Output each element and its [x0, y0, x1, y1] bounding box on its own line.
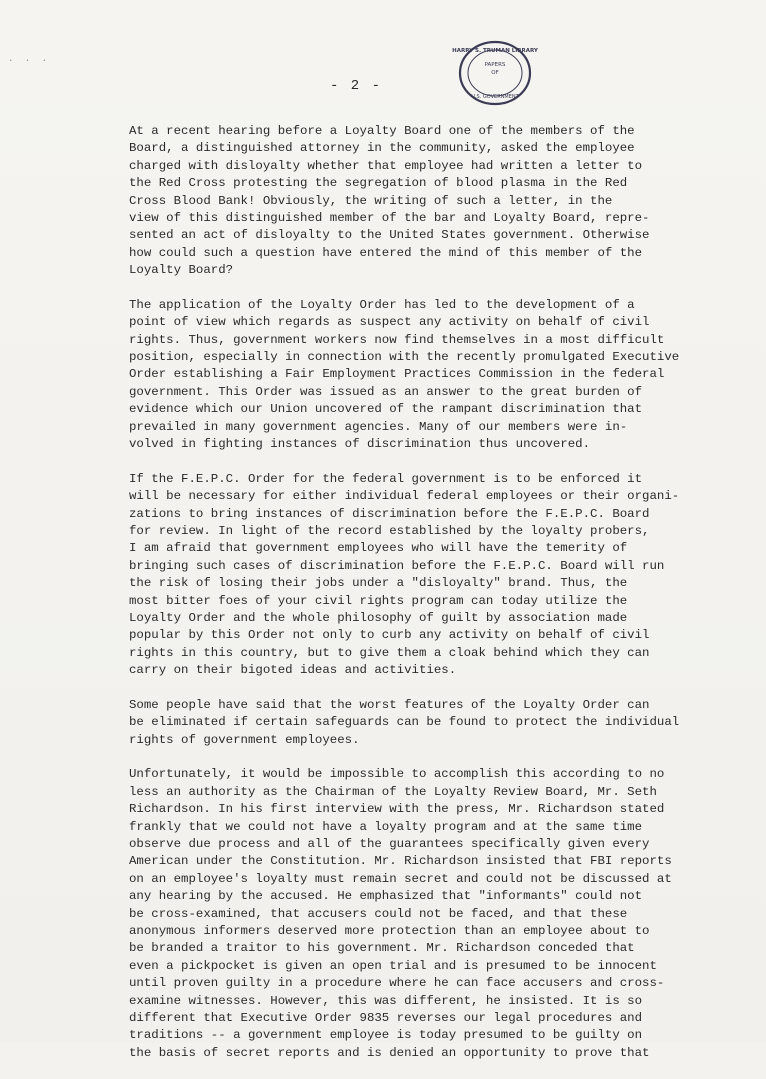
archive-stamp-seal [452, 40, 538, 106]
text-line: carry on their bigoted ideas and activities. [129, 663, 457, 678]
text-line: At a recent hearing before a Loyalty Board one of the members of the [129, 124, 635, 138]
text-line: the risk of losing their jobs under a "disloyalty" brand. Thus, the [129, 576, 628, 591]
text-line: Unfortunately, it would be impossible to accomplish this according to no [129, 767, 665, 782]
text-line: rights in this country, but to give them a cloak behind which they can [129, 645, 650, 660]
text-line: how could such a question have entered the mind of this member of the [129, 245, 643, 260]
text-line: anonymous informers deserved more protection than an employee about to [129, 923, 650, 938]
text-line: The application of the Loyalty Order has led to the development of a [129, 297, 635, 312]
text-line: government. This Order was issued as an answer to the great burden of [129, 384, 643, 399]
text-line: American under the Constitution. Mr. Richardson insisted that FBI reports [129, 854, 672, 869]
text-line: I am afraid that government employees who will have the temerity of [129, 541, 628, 556]
text-line: prevailed in many government agencies. Many of our members were in- [129, 419, 628, 434]
text-line: rights of government employees. [129, 732, 360, 747]
text-line: frankly that we could not have a loyalty program and at the same time [129, 819, 643, 834]
text-line: for review. In light of the record established by the loyalty probers, [129, 523, 650, 538]
text-line: will be necessary for either individual federal employees or their organi- [129, 489, 680, 504]
text-line: bringing such cases of discrimination before the F.E.P.C. Board will run [129, 558, 665, 573]
text-line: the Red Cross protesting the segregation of blood plasma in the Red [129, 176, 628, 191]
text-line: Cross Blood Bank! Obviously, the writing of such a letter, in the [129, 193, 613, 208]
svg-text:OF: OF [491, 70, 499, 76]
text-line: be eliminated if certain safeguards can be found to protect the individual [129, 715, 680, 730]
svg-text:U.S. GOVERNMENT: U.S. GOVERNMENT [471, 94, 519, 100]
text-line: If the F.E.P.C. Order for the federal government is to be enforced it [129, 471, 643, 486]
text-line: any hearing by the accused. He emphasized that "informants" could not [129, 889, 643, 904]
paragraph-5 [129, 766, 709, 1062]
text-line: traditions -- a government employee is today presumed to be guilty on [129, 1028, 643, 1043]
stray-marks: · · · [8, 56, 51, 66]
letter-body [129, 123, 709, 1079]
text-line: evidence which our Union uncovered of the rampant discrimination that [129, 402, 643, 417]
paragraph-2 [129, 297, 709, 454]
text-line: Board, a distinguished attorney in the community, asked the employee [129, 141, 635, 156]
text-line: charged with disloyalty whether that employee had written a letter to [129, 158, 643, 173]
text-line: be cross-examined, that accusers could not be faced, and that these [129, 906, 628, 921]
text-line: the basis of secret reports and is denied an opportunity to prove that [129, 1045, 650, 1060]
text-line: Richardson. In his first interview with the press, Mr. Richardson stated [129, 802, 665, 817]
text-line: view of this distinguished member of the bar and Loyalty Board, repre- [129, 210, 650, 225]
text-line: most bitter foes of your civil rights program can today utilize the [129, 593, 628, 608]
text-line: Some people have said that the worst features of the Loyalty Order can [129, 697, 650, 712]
text-line: rights. Thus, government workers now find themselves in a most difficult [129, 332, 665, 347]
paragraph-4 [129, 697, 709, 749]
text-line: sented an act of disloyalty to the United States government. Otherwise [129, 228, 650, 243]
text-line: popular by this Order not only to curb any activity on behalf of civil [129, 628, 650, 643]
text-line: be branded a traitor to his government. Mr. Richardson conceded that [129, 941, 635, 956]
text-line: on an employee's loyalty must remain secret and could not be discussed at [129, 871, 672, 886]
text-line: even a pickpocket is given an open trial and is presumed to be innocent [129, 958, 657, 973]
text-line: point of view which regards as suspect any activity on behalf of civil [129, 315, 650, 330]
paragraph-1 [129, 123, 709, 280]
text-line: volved in fighting instances of discrimination thus uncovered. [129, 437, 591, 452]
text-line: Loyalty Board? [129, 263, 234, 278]
text-line: observe due process and all of the guarantees specifically given every [129, 837, 650, 852]
text-line: zations to bring instances of discrimination before the F.E.P.C. Board [129, 506, 650, 521]
archive-stamp [452, 40, 538, 106]
paragraph-3 [129, 471, 709, 680]
text-line: until proven guilty in a procedure where he can face accusers and cross- [129, 976, 665, 991]
text-line: different that Executive Order 9835 reverses our legal procedures and [129, 1010, 643, 1025]
text-line: less an authority as the Chairman of the Loyalty Review Board, Mr. Seth [129, 784, 657, 799]
page-number: - 2 - [330, 78, 383, 94]
text-line: examine witnesses. However, this was different, he insisted. It is so [129, 993, 643, 1008]
text-line: Loyalty Order and the whole philosophy of guilt by association made [129, 610, 628, 625]
svg-text:PAPERS: PAPERS [484, 62, 506, 68]
svg-text:HARRY S. TRUMAN LIBRARY: HARRY S. TRUMAN LIBRARY [452, 48, 538, 54]
text-line: position, especially in connection with the recently promulgated Executive [129, 350, 680, 365]
text-line: Order establishing a Fair Employment Practices Commission in the federal [129, 367, 665, 382]
